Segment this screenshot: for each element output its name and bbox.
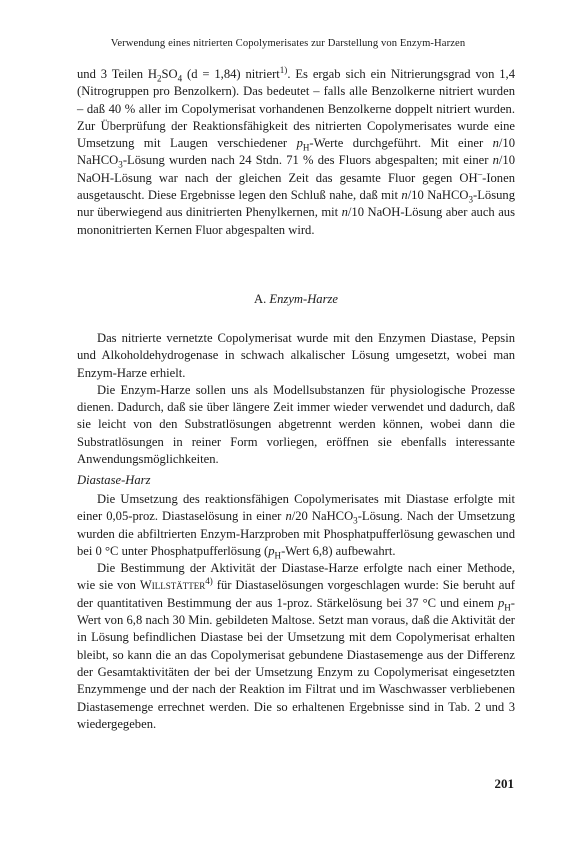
diastase-block (77, 491, 515, 733)
paragraph-activity-determination: Die Bestimmung der Aktivität der Diastase-Harze erfolgte nach einer Methode, wie sie von Willstätter$^{4)}$ für Diastaselösungen vorgeschlagen wurde: Sie beruht auf der quantitativen Bestimmung der aus 1-proz. Stärkelösung bei 37 °C und einem $p_H$-Wert von 6,8 nach 30 Min. gebildeten Maltose. Setzt man voraus, daß die Aktivität der in Lösung befindlichen Diastase bei der Umsetzung mit dem Copolymerisat erhalten bleibt, so kann die an das Copolymerisat gebundene Diastasemenge aus der Differenz der Gesamtaktivitäten der bei der Umsetzung Enzym zu Copolymerisat eingesetzten Enzymmenge und der nach der Reaktion im Filtrat und im Waschwasser verbliebenen Diastasemenge errechnet werden. Die so erhaltenen Ergebnisse sind in Tab. 2 und 3 wiedergegeben. (77, 561, 516, 731)
running-head: Verwendung eines nitrierten Copolymerisates zur Darstellung von Enzym-Harzen (110, 38, 466, 49)
footnote-ref: 1) (279, 64, 288, 75)
author-name: Willstätter (139, 578, 206, 593)
intro-paragraph: und 3 Teilen $H_2SO_4$ (d = 1,84) nitriert$^{1)}$. Es ergab sich ein Nitrierungsgrad von 1,4 (Nitrogruppen pro Benzolkern). Das bedeutet – falls alle Benzolkerne nitriert wurden – daß 40 % aller im Copolymerisat vorhandenen Benzolkerne doppelt nitriert wurden. Zur Überprüfung der Reaktionsfähigkeit des nitrierten Copolymerisates wurde eine Umsetzung mit Laugen verschiedener $p_H$-Werte durchgeführt. Mit einer n/10 NaHCO$_3$-Lösung wurden nach 24 Stdn. 71 % des Fluors abgespalten; mit einer n/10 NaOH-Lösung war nach der gleichen Zeit das gesamte Fluor gegen OH–-Ionen ausgetauscht. Diese Ergebnisse legen den Schluß nahe, daß mit n/10 NaHCO$_3$-Lösung nur überwiegend aus dinitrierten Phenylkernen, mit n/10 NaOH-Lösung aber auch aus mononitrierten Kernen Fluor abgespalten wird. (77, 64, 516, 237)
subsection-heading: Diastase-Harz (77, 473, 151, 487)
page-number: 201 (494, 776, 514, 791)
section-a-block (77, 330, 515, 468)
section-heading: A. Enzym-Harze (254, 292, 338, 306)
paragraph-model-substances: Die Enzym-Harze sollen uns als Modellsubstanzen für physiologische Prozesse dienen. Dadurch, daß sie über längere Zeit immer wieder verwendet und dadurch, daß sie leicht von den Substratlösungen abgetrennt werden können, wobei dann die Substratlösungen in reiner Form vorliegen, eröffnen sie ebenfalls interessante Anwendungsmöglichkeiten. (77, 382, 515, 467)
paragraph-enzyme-resins: Das nitrierte vernetzte Copolymerisat wurde mit den Enzymen Diastase, Pepsin und Alkoholdehydrogenase in schwach alkalischer Lösung umgesetzt, wobei man Enzym-Harze erhielt. (77, 331, 515, 380)
paragraph-diastase-reaction: Die Umsetzung des reaktionsfähigen Copolymerisates mit Diastase erfolgte mit einer 0,05-proz. Diastaselösung in einer n/20 NaHCO$_3$-Lösung. Nach der Umsetzung wurden die abfiltrierten Enzym-Harzproben mit Phosphatpufferlösung gewaschen und bei 0 °C unter Phosphatpufferlösung ($p_H$-Wert 6,8) aufbewahrt. (77, 492, 516, 561)
intro-paragraph-block (77, 66, 515, 239)
footnote-ref: 4) (205, 576, 213, 587)
